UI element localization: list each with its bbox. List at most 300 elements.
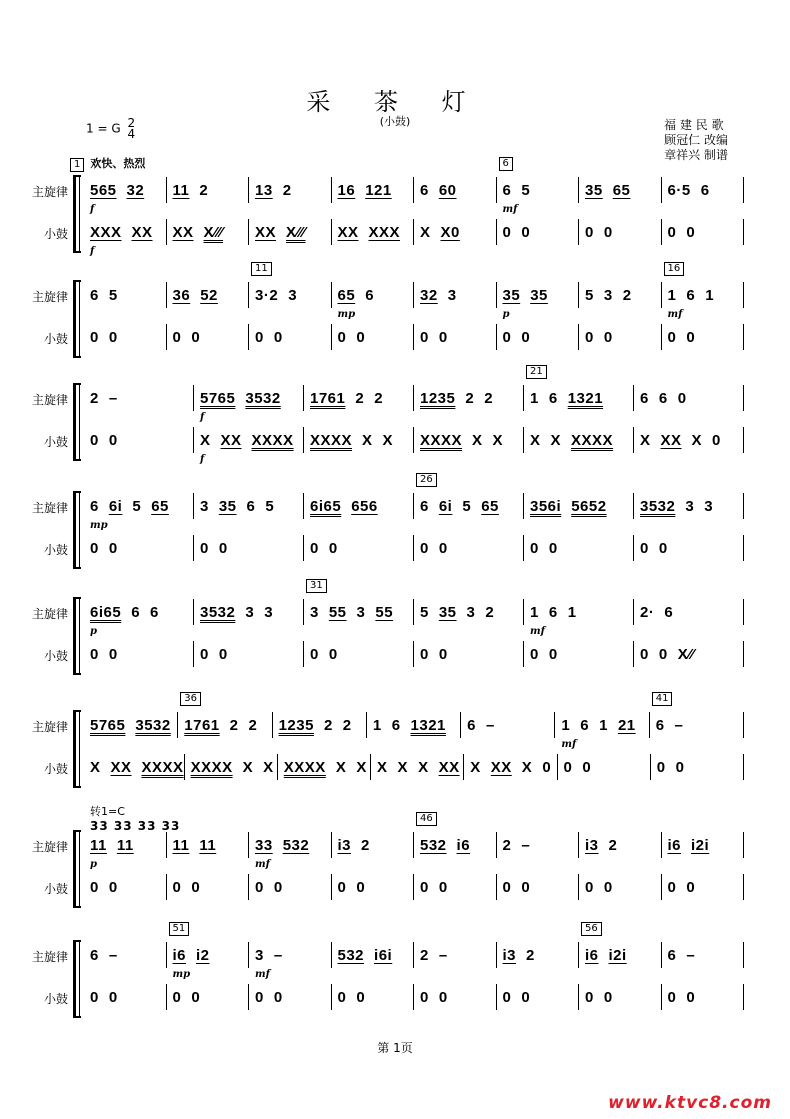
note-group: 3: [200, 497, 209, 515]
note-group: 3: [310, 603, 319, 621]
measure: [332, 324, 415, 350]
note-group: X⁄⁄: [677, 645, 695, 663]
measure: [84, 984, 167, 1010]
credit-transcriber: 章祥兴 制谱: [664, 148, 728, 162]
note-group: 2: [485, 603, 495, 621]
note-group: 2: [526, 946, 535, 964]
measure: [662, 874, 745, 900]
note-group: 6: [391, 716, 401, 734]
note-group: 6: [467, 716, 476, 734]
note-group: 0: [530, 539, 539, 557]
note-group: 0: [420, 539, 429, 557]
note-group: 36: [172, 286, 191, 304]
note-group: i6: [585, 946, 599, 964]
note-group: 532: [420, 836, 447, 854]
note-group: 1: [530, 389, 539, 407]
system-barline: [79, 280, 80, 358]
note-group: 2: [248, 716, 258, 734]
measure: [579, 874, 662, 900]
note-group: XX: [660, 431, 682, 449]
measure: [304, 385, 414, 411]
note-group: i3: [585, 836, 599, 854]
note-group: X: [397, 758, 409, 776]
system-bracket: [73, 175, 76, 253]
note-group: 1321: [410, 716, 446, 734]
note-group: XXXX: [571, 431, 614, 449]
note-group: 0: [356, 328, 366, 346]
measure: [414, 427, 524, 453]
note-group: XX: [110, 758, 132, 776]
note-group: 65: [151, 497, 169, 515]
note-group: XX: [490, 758, 512, 776]
system-barline: [79, 383, 80, 461]
dynamic-marking: f: [200, 454, 205, 465]
note-group: –: [521, 836, 531, 854]
measure: [464, 754, 557, 780]
system-barline: [79, 597, 80, 675]
measure-number: 26: [416, 473, 437, 487]
measure: [167, 942, 250, 980]
note-group: 0: [585, 223, 594, 241]
note-group: X: [335, 758, 347, 776]
note-group: X: [691, 431, 703, 449]
system-bracket: [73, 830, 76, 908]
note-group: 35: [502, 286, 521, 304]
measure: [167, 874, 250, 900]
note-group: 6: [150, 603, 159, 621]
note-group: 532: [282, 836, 310, 854]
note-group: 0: [90, 431, 99, 449]
note-group: XXXX: [310, 431, 353, 449]
measure: [414, 324, 497, 350]
note-group: 0: [438, 328, 448, 346]
note-group: 0: [521, 878, 531, 896]
note-group: 0: [438, 539, 448, 557]
note-group: 0: [712, 431, 721, 449]
note-group: 0: [172, 878, 182, 896]
note-group: 21: [617, 716, 636, 734]
note-group: 3: [447, 286, 457, 304]
note-group: 565: [90, 181, 117, 199]
key-signature: [86, 118, 135, 140]
note-group: XXXX: [251, 431, 294, 449]
note-group: X: [492, 431, 504, 449]
note-group: 2: [502, 836, 512, 854]
note-group: 2: [608, 836, 618, 854]
measure: [414, 984, 497, 1010]
note-group: 0: [603, 988, 613, 1006]
note-group: X: [470, 758, 481, 776]
note-group: X: [420, 223, 431, 241]
note-group: 0: [90, 539, 99, 557]
note-group: 0: [108, 539, 118, 557]
note-group: i3: [337, 836, 352, 854]
measure: [414, 641, 524, 667]
note-group: 0: [521, 223, 531, 241]
measure: [497, 984, 580, 1010]
measure: [579, 282, 662, 308]
part-label-drum: 小鼓: [43, 332, 68, 346]
note-group: 0: [420, 328, 429, 346]
note-group: 656: [351, 497, 378, 515]
subtitle: (小鼓): [379, 115, 411, 128]
note-group: X: [382, 431, 394, 449]
note-group: 0: [658, 645, 668, 663]
note-group: 6: [667, 946, 677, 964]
modulation-octave: 33 33 33 33: [90, 819, 181, 833]
measure: [497, 219, 580, 245]
dynamic-marking: mp: [90, 520, 108, 531]
note-group: 55: [375, 603, 394, 621]
measure: [332, 832, 415, 858]
measure: [497, 282, 580, 320]
note-group: 0: [502, 223, 512, 241]
measure: [273, 712, 367, 738]
measure: [332, 219, 415, 245]
note-group: 0: [667, 328, 677, 346]
note-group: 0: [686, 223, 696, 241]
measure-number: 41: [652, 692, 673, 706]
note-group: 6: [580, 716, 590, 734]
page-number: 第 1页: [377, 1041, 413, 1055]
part-label-drum: 小鼓: [43, 762, 68, 776]
page-title: 采 茶 灯: [306, 88, 484, 116]
measure: [194, 599, 304, 625]
score-system: [0, 830, 790, 910]
score-system: [0, 940, 790, 1020]
note-group: 3: [603, 286, 613, 304]
note-group: 5765: [200, 389, 236, 407]
note-group: 0: [686, 328, 696, 346]
note-group: –: [438, 946, 448, 964]
note-group: –: [273, 946, 283, 964]
dynamic-marking: p: [90, 626, 97, 637]
measure: [84, 599, 194, 637]
system-bracket: [73, 280, 76, 358]
measure: [84, 754, 185, 780]
measure: [558, 754, 651, 780]
system-bracket: [73, 597, 76, 675]
measure-number: 46: [416, 812, 437, 826]
dynamic-marking: p: [90, 859, 97, 870]
measure: [84, 641, 194, 667]
note-group: 6: [420, 181, 429, 199]
note-group: 0: [603, 223, 613, 241]
note-group: 0: [328, 645, 338, 663]
note-group: 6: [548, 603, 558, 621]
note-group: 2: [90, 389, 99, 407]
note-group: 0: [677, 389, 687, 407]
note-group: 35: [438, 603, 457, 621]
measure: [167, 282, 250, 308]
note-group: 35: [530, 286, 548, 304]
dynamic-marking: mp: [337, 309, 356, 320]
note-group: 0: [603, 878, 613, 896]
note-group: X: [550, 431, 562, 449]
note-group: 0: [530, 645, 539, 663]
note-group: 3532: [135, 716, 171, 734]
note-group: 0: [337, 328, 347, 346]
note-group: XX: [438, 758, 460, 776]
measure: [497, 177, 580, 215]
dynamic-marking: mf: [255, 859, 270, 870]
part-label-melody: 主旋律: [31, 185, 68, 199]
note-group: 1235: [420, 389, 456, 407]
drum-staff: [84, 641, 744, 667]
measure: [579, 832, 662, 858]
dynamic-marking: mf: [667, 309, 683, 320]
note-group: 3: [704, 497, 714, 515]
measure: [662, 324, 745, 350]
note-group: 3: [685, 497, 695, 515]
drum-staff: [84, 874, 744, 900]
note-group: 0: [108, 645, 118, 663]
system-barline: [79, 940, 80, 1018]
note-group: XX: [220, 431, 242, 449]
note-group: 0: [108, 328, 118, 346]
measure: [194, 641, 304, 667]
note-group: –: [485, 716, 495, 734]
note-group: 6: [420, 497, 429, 515]
note-group: 0: [675, 758, 685, 776]
note-group: 0: [337, 988, 347, 1006]
note-group: 0: [310, 645, 319, 663]
system-barline: [79, 491, 80, 569]
note-group: 6i: [438, 497, 453, 515]
note-group: 3: [466, 603, 476, 621]
part-label-drum: 小鼓: [43, 992, 68, 1006]
measure: [332, 177, 415, 203]
measure: [278, 754, 371, 780]
note-group: 0: [658, 539, 668, 557]
note-group: 0: [191, 328, 201, 346]
note-group: 0: [585, 328, 594, 346]
measure: [84, 219, 167, 257]
modulation-text: 转1=C: [90, 805, 125, 818]
note-group: X: [90, 758, 101, 776]
note-group: 121: [365, 181, 392, 199]
note-group: 65: [612, 181, 631, 199]
note-group: 6: [502, 181, 512, 199]
note-group: 0: [255, 988, 264, 1006]
note-group: 0: [667, 988, 677, 1006]
note-group: 1: [530, 603, 539, 621]
measure: [414, 177, 497, 203]
note-group: 1: [567, 603, 577, 621]
measure: [414, 219, 497, 245]
note-group: 0: [585, 878, 594, 896]
note-group: 6: [246, 497, 256, 515]
rehearsal-mark-1: 1: [70, 158, 84, 172]
measure: [178, 712, 272, 738]
note-group: 0: [273, 878, 283, 896]
note-group: 5652: [571, 497, 607, 515]
note-group: 0: [337, 878, 347, 896]
note-group: 0: [585, 988, 594, 1006]
measure: [414, 599, 524, 625]
note-group: 6i65: [90, 603, 122, 621]
note-group: 356i: [530, 497, 562, 515]
note-group: XX: [172, 223, 194, 241]
system-bracket: [73, 491, 76, 569]
measure: [84, 324, 167, 350]
note-group: 0: [640, 539, 649, 557]
measure-number: 21: [526, 365, 547, 379]
note-group: XX: [255, 223, 277, 241]
measure: [662, 832, 745, 858]
note-group: 1761: [310, 389, 346, 407]
note-group: i6: [667, 836, 682, 854]
drum-staff: [84, 535, 744, 561]
note-group: 6: [658, 389, 668, 407]
note-group: 5: [108, 286, 118, 304]
note-group: 6: [365, 286, 375, 304]
note-group: 0: [438, 645, 448, 663]
note-group: 0: [328, 539, 338, 557]
part-label-melody: 主旋律: [31, 950, 68, 964]
measure: [84, 942, 167, 968]
measure: [579, 177, 662, 203]
note-group: 13: [255, 181, 273, 199]
system-bracket: [73, 710, 76, 788]
note-group: 33: [255, 836, 273, 854]
note-group: 0: [90, 988, 99, 1006]
note-group: 2: [374, 389, 384, 407]
measure: [304, 599, 414, 625]
note-group: –: [674, 716, 684, 734]
measure: [84, 874, 167, 900]
note-group: 0: [548, 539, 558, 557]
measure: [555, 712, 649, 750]
credit-arranger: 顾冠仁 改编: [664, 133, 728, 147]
measure: [194, 385, 304, 423]
drum-staff: [84, 984, 744, 1010]
note-group: X: [377, 758, 388, 776]
drum-staff: [84, 219, 744, 257]
measure: [167, 219, 250, 245]
system-bracket: [73, 383, 76, 461]
note-group: 0: [255, 328, 264, 346]
measure: [304, 493, 414, 519]
note-group: 0: [90, 878, 99, 896]
measure: [84, 385, 194, 411]
note-group: 0: [200, 645, 209, 663]
measure: [414, 535, 524, 561]
drum-staff: [84, 427, 744, 465]
note-group: 6: [640, 389, 649, 407]
measure: [304, 427, 414, 453]
measure: [497, 874, 580, 900]
measure: [194, 493, 304, 519]
note-group: 2: [361, 836, 370, 854]
measure: [249, 282, 332, 308]
meter-bottom: 4: [127, 127, 136, 141]
dynamic-marking: mf: [561, 739, 577, 750]
note-group: 6·5: [667, 181, 691, 199]
note-group: 60: [438, 181, 457, 199]
note-group: 6: [548, 389, 558, 407]
part-label-melody: 主旋律: [31, 290, 68, 304]
part-label-drum: 小鼓: [43, 882, 68, 896]
note-group: XXXX: [190, 758, 233, 776]
part-label-drum: 小鼓: [43, 435, 68, 449]
score-system: [0, 597, 790, 677]
note-group: 0: [667, 878, 677, 896]
dynamic-marking: mf: [502, 204, 518, 215]
note-group: 0: [310, 539, 319, 557]
part-label-melody: 主旋律: [31, 720, 68, 734]
note-group: 0: [542, 758, 552, 776]
measure: [84, 832, 167, 870]
note-group: i2i: [608, 946, 627, 964]
note-group: X: [640, 431, 651, 449]
measure-number: 36: [180, 692, 201, 706]
measure: [84, 427, 194, 453]
note-group: 35: [218, 497, 237, 515]
melody-staff: [84, 832, 744, 870]
dynamic-marking: f: [90, 246, 95, 257]
system-barline: [79, 710, 80, 788]
note-group: XX: [131, 223, 153, 241]
melody-staff: [84, 177, 744, 215]
system-barline: [79, 175, 80, 253]
note-group: 0: [356, 878, 366, 896]
note-group: X: [362, 431, 373, 449]
note-group: –: [686, 946, 696, 964]
measure: [497, 324, 580, 350]
note-group: 3: [356, 603, 366, 621]
melody-staff: [84, 599, 744, 637]
note-group: 0: [686, 988, 696, 1006]
dynamic-marking: p: [502, 309, 510, 320]
score-system: [0, 710, 790, 790]
measure: [185, 754, 278, 780]
note-group: 6: [90, 497, 99, 515]
measure: [461, 712, 555, 738]
melody-staff: [84, 712, 744, 750]
measure: [249, 942, 332, 980]
modulation-mark: [90, 803, 180, 833]
note-group: 0: [273, 988, 283, 1006]
score-system: [0, 175, 790, 255]
note-group: 0: [563, 758, 573, 776]
measure-number: 16: [664, 262, 685, 276]
measure: [634, 385, 744, 411]
note-group: 0: [273, 328, 283, 346]
note-group: 5: [420, 603, 429, 621]
note-group: 1761: [184, 716, 220, 734]
measure: [332, 874, 415, 900]
tempo-text: 欢快、热烈: [90, 157, 146, 170]
note-group: i6i: [374, 946, 393, 964]
note-group: 0: [255, 878, 264, 896]
part-label-drum: 小鼓: [43, 227, 68, 241]
note-group: 5: [132, 497, 142, 515]
note-group: 2·: [640, 603, 655, 621]
measure: [414, 282, 497, 308]
note-group: X: [242, 758, 254, 776]
note-group: 1: [705, 286, 715, 304]
measure: [249, 874, 332, 900]
note-group: 11: [172, 181, 190, 199]
note-group: X: [472, 431, 483, 449]
note-group: 0: [420, 645, 429, 663]
note-group: 3·2: [255, 286, 279, 304]
note-group: 0: [438, 878, 448, 896]
note-group: 3532: [640, 497, 676, 515]
note-group: 0: [108, 431, 118, 449]
note-group: 1: [561, 716, 571, 734]
